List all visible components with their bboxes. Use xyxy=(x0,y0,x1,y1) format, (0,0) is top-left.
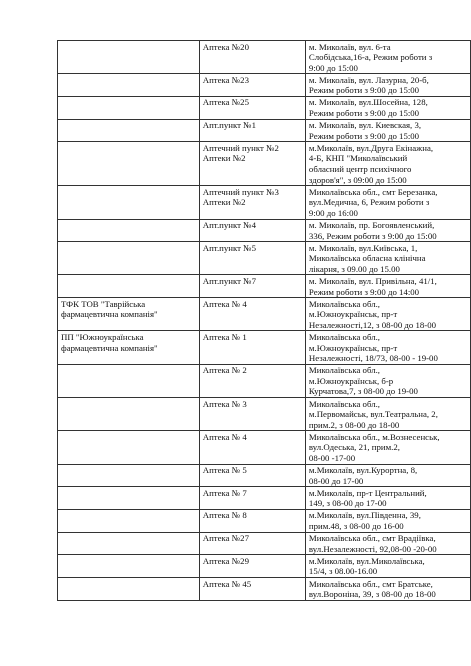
pharmacy-cell-line: Аптеки №2 xyxy=(202,197,246,208)
address-cell xyxy=(305,464,470,487)
pharmacy-cell xyxy=(199,555,305,578)
address-cell xyxy=(305,186,470,219)
pharmacy-cell xyxy=(199,275,305,298)
address-cell-line: м. Миколаїв, вул. Лазурна, 20-б, xyxy=(308,74,429,85)
org-cell xyxy=(58,532,200,555)
address-cell-line: лікарня, з 09.00 до 15.00 xyxy=(308,263,400,274)
pharmacy-cell xyxy=(199,41,305,74)
table-row xyxy=(58,275,471,298)
pharmacy-cell xyxy=(199,487,305,510)
pharmacy-cell xyxy=(199,578,305,601)
address-cell-line: Миколаївська обл., смт Врадіївка, xyxy=(308,533,436,544)
address-cell-line: вул.Медична, 6, Режим роботи з xyxy=(308,197,430,208)
pharmacy-cell-line: Аптека № 4 xyxy=(202,298,247,309)
table-row xyxy=(58,532,471,555)
address-cell-line: м.Миколаїв, вул.Південна, 39, xyxy=(308,510,421,521)
org-cell xyxy=(58,364,200,397)
address-cell-line: Режим роботи з 9:00 до 15:00 xyxy=(308,130,420,141)
address-cell-line: м. Миколаїв, вул.Шосейна, 128, xyxy=(308,97,428,108)
table-row xyxy=(58,555,471,578)
address-cell-line: 08-00 -17-00 xyxy=(308,452,356,463)
table-row xyxy=(58,431,471,464)
address-cell-line: Незалежності, 18/73, 08-00 - 19-00 xyxy=(308,353,438,364)
pharmacy-cell xyxy=(199,74,305,97)
pharmacy-cell-line: Аптека № 2 xyxy=(202,365,247,376)
pharmacy-cell xyxy=(199,119,305,142)
org-cell xyxy=(58,219,200,242)
table-row xyxy=(58,298,471,331)
org-cell xyxy=(58,464,200,487)
pharmacy-cell xyxy=(199,186,305,219)
address-cell-line: м.Миколаїв, пр-т Центральний, xyxy=(308,487,427,498)
pharmacy-cell xyxy=(199,364,305,397)
address-cell xyxy=(305,242,470,275)
address-cell xyxy=(305,578,470,601)
pharmacy-cell-line: Аптека № 45 xyxy=(202,578,252,589)
address-cell-line: м. Миколаїв, вул.Київська, 1, xyxy=(308,242,418,253)
org-cell xyxy=(58,242,200,275)
table-row xyxy=(58,74,471,97)
address-cell-line: обласний центр психічного xyxy=(308,164,412,175)
pharmacy-cell xyxy=(199,431,305,464)
address-cell-line: Режим роботи з 9:00 до 14:00 xyxy=(308,286,420,297)
table-row xyxy=(58,142,471,186)
org-cell xyxy=(58,331,200,364)
address-cell-line: 4-Б, КНП "Миколаївський xyxy=(308,153,408,164)
org-cell-line: фармацевтична компанія" xyxy=(61,309,158,320)
org-cell xyxy=(58,578,200,601)
address-cell-line: Слобідська,16-а, Режим роботи з xyxy=(308,52,433,63)
table-row xyxy=(58,464,471,487)
org-cell-line: фармацевтична компанія" xyxy=(61,342,158,353)
address-cell xyxy=(305,331,470,364)
org-cell xyxy=(58,555,200,578)
table-row xyxy=(58,186,471,219)
pharmacy-cell-line: Аптека № 7 xyxy=(202,487,247,498)
address-cell xyxy=(305,275,470,298)
org-cell xyxy=(58,41,200,74)
pharmacy-cell-line: Аптека №25 xyxy=(202,97,249,108)
pharmacy-cell xyxy=(199,398,305,431)
pharmacy-cell xyxy=(199,219,305,242)
org-cell-line: ПП "Южноукраїнська xyxy=(61,331,144,342)
address-cell-line: 9:00 до 16:00 xyxy=(308,207,358,218)
address-cell xyxy=(305,487,470,510)
address-cell xyxy=(305,364,470,397)
pharmacy-cell-line: Аптечний пункт №3 xyxy=(202,186,279,197)
address-cell xyxy=(305,509,470,532)
pharmacy-cell-line: Аптека №29 xyxy=(202,555,249,566)
address-cell-line: Режим роботи з 9:00 до 15:00 xyxy=(308,85,420,96)
address-cell-line: м.Южноукраїнськ, пр-т xyxy=(308,309,398,320)
table-row xyxy=(58,578,471,601)
pharmacy-cell-line: Аптека № 1 xyxy=(202,331,247,342)
table-row xyxy=(58,96,471,119)
address-cell xyxy=(305,298,470,331)
address-cell-line: м. Миколаїв, вул. Привільна, 41/1, xyxy=(308,275,437,286)
address-cell-line: прим.2, з 08-00 до 18-00 xyxy=(308,419,400,430)
address-cell-line: 9:00 до 15:00 xyxy=(308,62,358,73)
address-cell-line: Миколаївська обл., смт Березанка, xyxy=(308,186,438,197)
table-row xyxy=(58,364,471,397)
pharmacy-cell xyxy=(199,142,305,186)
pharmacy-cell-line: Аптека № 4 xyxy=(202,431,247,442)
address-cell-line: прим.48, з 08-00 до 16-00 xyxy=(308,521,404,532)
table-row xyxy=(58,242,471,275)
address-cell xyxy=(305,119,470,142)
pharmacy-cell-line: Аптека №27 xyxy=(202,533,249,544)
address-cell-line: Миколаївська обл., xyxy=(308,398,381,409)
pharmacy-cell xyxy=(199,242,305,275)
address-cell-line: Миколаївська обл., м.Вознесенськ, xyxy=(308,431,440,442)
address-cell xyxy=(305,74,470,97)
address-cell-line: 149, з 08-00 до 17-00 xyxy=(308,498,387,509)
pharmacy-cell-line: Аптека №20 xyxy=(202,41,249,52)
address-cell xyxy=(305,431,470,464)
table-row xyxy=(58,487,471,510)
address-cell-line: Миколаївська обл., xyxy=(308,298,381,309)
table-row xyxy=(58,509,471,532)
pharmacy-cell-line: Аптека № 5 xyxy=(202,465,247,476)
address-cell-line: м.Миколаїв, вул.Друга Екінажна, xyxy=(308,142,434,153)
address-cell-line: Незалежності,12, з 08-00 до 18-00 xyxy=(308,319,437,330)
org-cell xyxy=(58,142,200,186)
pharmacy-cell-line: Апт.пункт №5 xyxy=(202,242,256,253)
table-row xyxy=(58,331,471,364)
org-cell-line: ТФК ТОВ "Таврійська xyxy=(61,298,146,309)
org-cell xyxy=(58,119,200,142)
pharmacy-cell-line: Аптеки №2 xyxy=(202,153,246,164)
address-cell xyxy=(305,555,470,578)
address-cell xyxy=(305,398,470,431)
address-cell xyxy=(305,96,470,119)
org-cell xyxy=(58,431,200,464)
pharmacy-cell xyxy=(199,532,305,555)
address-cell-line: м. Миколаїв, вул. 6-та xyxy=(308,41,391,52)
address-cell-line: 15/4, з 08.00-16.00 xyxy=(308,566,378,577)
pharmacy-cell-line: Аптека №23 xyxy=(202,74,249,85)
org-cell xyxy=(58,509,200,532)
org-cell xyxy=(58,398,200,431)
pharmacy-cell-line: Апт.пункт №4 xyxy=(202,220,256,230)
pharmacy-cell-line: Апт.пункт №7 xyxy=(202,275,256,286)
address-cell xyxy=(305,142,470,186)
pharmacy-cell xyxy=(199,331,305,364)
pharmacy-cell-line: Апт.пункт №1 xyxy=(202,120,256,131)
pharmacy-cell-line: Аптечний пункт №2 xyxy=(202,142,279,153)
pharmacy-cell-line: Аптека № 3 xyxy=(202,398,247,409)
pharmacy-cell xyxy=(199,96,305,119)
address-cell-line: Миколаївська обл., смт Братське, xyxy=(308,578,433,589)
address-cell-line: Миколаївська обласна клінічна xyxy=(308,253,426,264)
address-cell-line: м.Южноукраїнськ, пр-т xyxy=(308,342,398,353)
address-cell-line: м.Южноукраїнськ, б-р xyxy=(308,375,394,386)
table-row xyxy=(58,219,471,242)
pharmacy-cell xyxy=(199,464,305,487)
table-row xyxy=(58,398,471,431)
address-cell-line: вул.Незалежності, 92,08-00 -20-00 xyxy=(308,543,437,554)
address-cell-line: 336, Режим роботи з 9:00 до 15:00 xyxy=(308,230,437,241)
address-cell-line: Миколаївська обл., xyxy=(308,331,381,342)
org-cell xyxy=(58,186,200,219)
address-cell-line: м.Миколаїв, вул.Курортна, 8, xyxy=(308,465,418,476)
address-cell-line: Миколаївська обл., xyxy=(308,365,381,376)
address-cell xyxy=(305,41,470,74)
address-cell-line: здоров'я", з 09:00 до 15:00 xyxy=(308,174,407,185)
org-cell xyxy=(58,96,200,119)
pharmacy-table xyxy=(57,40,471,601)
org-cell xyxy=(58,74,200,97)
org-cell xyxy=(58,487,200,510)
org-cell xyxy=(58,298,200,331)
address-cell-line: м. Миколаїв, пр. Богоявленський, xyxy=(308,220,435,230)
address-cell-line: вул.Вороніна, 39, з 08-00 до 18-00 xyxy=(308,589,436,600)
address-cell-line: Курчатова,7, з 08-00 до 19-00 xyxy=(308,386,418,397)
address-cell-line: вул.Одеська, 21, прим.2, xyxy=(308,442,400,453)
address-cell-line: м.Первомайськ, вул.Театральна, 2, xyxy=(308,409,438,420)
pharmacy-cell xyxy=(199,509,305,532)
pharmacy-cell-line: Аптека № 8 xyxy=(202,510,247,521)
table-body xyxy=(58,41,471,601)
org-cell xyxy=(58,275,200,298)
address-cell-line: м. Миколаїв, вул. Киевская, 3, xyxy=(308,120,422,131)
pharmacy-cell xyxy=(199,298,305,331)
address-cell-line: 08-00 до 17-00 xyxy=(308,475,364,486)
address-cell xyxy=(305,532,470,555)
address-cell xyxy=(305,219,470,242)
table-row xyxy=(58,119,471,142)
address-cell-line: Режим роботи з 9:00 до 15:00 xyxy=(308,108,420,119)
table-row xyxy=(58,41,471,74)
address-cell-line: м.Миколаїв, вул.Миколаївська, xyxy=(308,555,425,566)
